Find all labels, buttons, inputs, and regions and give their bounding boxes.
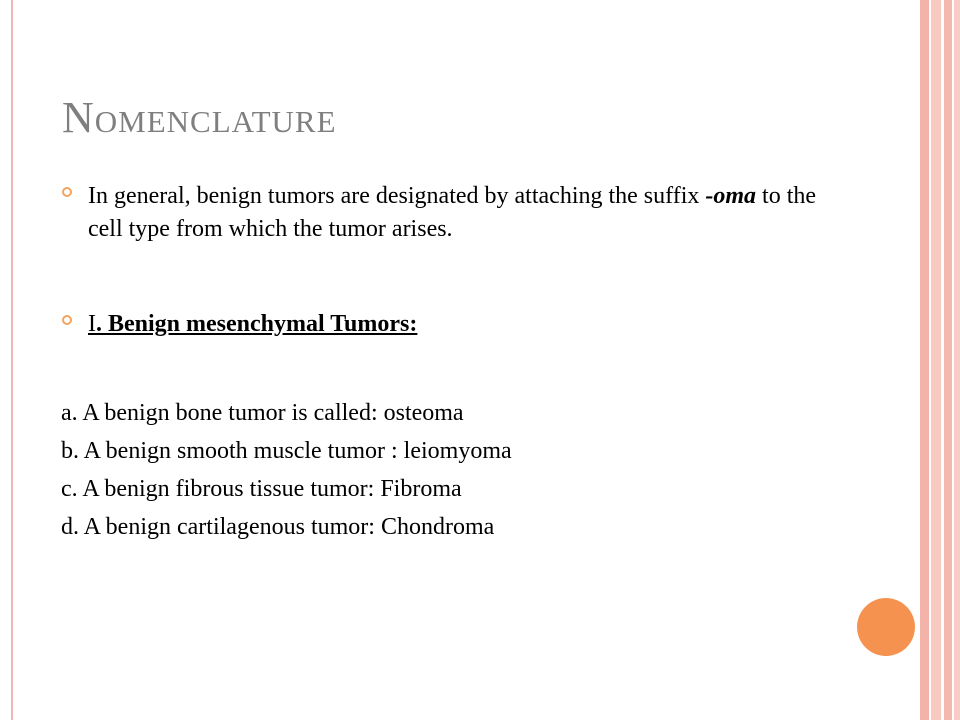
stripe [954,0,960,720]
section-heading-text: . Benign mesenchymal Tumors: [96,311,418,337]
list-item: a. A benign bone tumor is called: osteoma [61,400,464,426]
circle-bullet-icon [62,187,72,197]
examples-list [61,394,512,546]
circle-bullet-icon [62,315,72,325]
intro-text-part2: to the cell type from which the tumor arises. [88,183,817,242]
intro-text-part1: In general, benign tumors are designated by attaching the suffix [88,183,706,209]
stripe [920,0,929,720]
stripe [931,0,941,720]
list-item: c. A benign fibrous tissue tumor: Fibroma [61,476,462,502]
list-item: b. A benign smooth muscle tumor : leiomyoma [61,438,512,464]
list-item: d. A benign cartilagenous tumor: Chondroma [61,514,495,540]
bullet-section-heading [62,308,822,341]
stripe [944,0,952,720]
intro-text [88,180,822,246]
suffix-oma: -oma [705,183,757,209]
bullet-intro [62,180,822,246]
decorative-stripes [920,0,960,720]
orange-circle-icon [857,598,915,656]
section-heading-prefix: I [88,311,96,337]
slide-title: Nomenclature [62,93,337,142]
section-heading [88,308,822,341]
